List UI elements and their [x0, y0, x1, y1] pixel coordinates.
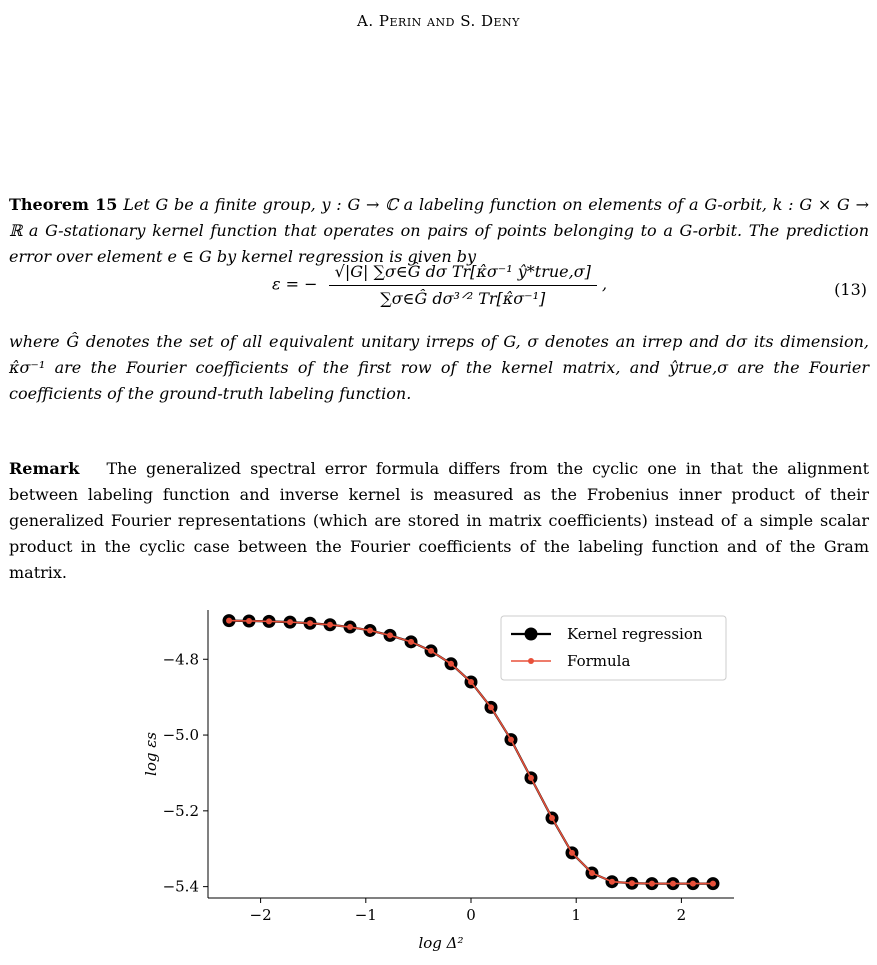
- formula-point: [488, 704, 494, 710]
- equation-13: [0, 262, 877, 322]
- formula-point: [528, 775, 534, 781]
- formula-point: [589, 870, 595, 876]
- x-tick-label: 0: [466, 906, 476, 924]
- equation-lhs: ε = −: [272, 274, 318, 294]
- formula-point: [609, 879, 615, 885]
- legend-marker: [525, 628, 538, 641]
- formula-point: [649, 881, 655, 887]
- formula-point: [367, 627, 373, 633]
- remark-paragraph: [9, 456, 869, 586]
- equation-number: (13): [834, 280, 867, 299]
- formula-point: [246, 618, 252, 624]
- where-paragraph: where Ĝ denotes the set of all equivalent unitary irreps of G, σ denotes an irrep and dσ its dimension, κ̂σ⁻¹ are the Fourier coefficients of the first row of the kernel matrix, and ŷtrue,σ are the Fourier coefficients of the ground-truth labeling function.: [9, 332, 869, 403]
- y-tick-label: −5.0: [162, 726, 199, 745]
- formula-point: [266, 618, 272, 624]
- chart-legend: [501, 616, 726, 680]
- theorem-text: Let G be a finite group, y : G → ℂ a labeling function on elements of a G-orbit, k : G × G → ℝ a G-stationary kernel function that operates on pairs of points belonging to a G-orbit. The prediction error over element e ∈ G by kernel regression is given by: [9, 195, 869, 266]
- formula-point: [690, 881, 696, 887]
- legend-marker: [528, 658, 534, 664]
- formula-point: [629, 880, 635, 886]
- theorem-label: Theorem 15: [9, 195, 118, 214]
- y-tick-label: −4.8: [162, 650, 199, 669]
- legend-label: Formula: [567, 652, 631, 670]
- legend-label: Kernel regression: [567, 625, 703, 643]
- equation-trail: ,: [601, 274, 608, 294]
- header-authors: A. Perin and S. Deny: [357, 12, 520, 30]
- formula-point: [408, 639, 414, 645]
- remark-text: The generalized spectral error formula differs from the cyclic one in that the alignment between labeling function and inverse kernel is measured as the Frobenius inner product of their generalized Fourier representations (which are stored in matrix coefficients) instead of a simple scalar product in the cyclic case between the Fourier coefficients of the labeling function and of the Gram matrix.: [9, 459, 869, 582]
- formula-point: [549, 815, 555, 821]
- formula-point: [569, 850, 575, 856]
- formula-point: [670, 881, 676, 887]
- formula-point: [226, 618, 232, 624]
- y-axis-label: log εs: [142, 732, 160, 776]
- formula-point: [347, 624, 353, 630]
- formula-point: [307, 620, 313, 626]
- formula-point: [428, 648, 434, 654]
- running-header: [0, 12, 877, 30]
- equation-denominator: ∑σ∈Ĝ dσ³ᐟ² Tr[κ̂σ⁻¹]: [380, 289, 546, 308]
- y-tick-label: −5.2: [162, 801, 199, 820]
- formula-point: [387, 632, 393, 638]
- x-tick-label: 1: [571, 906, 581, 924]
- formula-point: [508, 737, 514, 743]
- equation-body: [272, 262, 607, 308]
- formula-point: [287, 619, 293, 625]
- formula-point: [327, 622, 333, 628]
- remark-label: Remark: [9, 459, 80, 478]
- theorem-15: [9, 192, 869, 270]
- x-tick-label: 2: [676, 906, 687, 924]
- formula-point: [448, 661, 454, 667]
- error-chart: [140, 600, 750, 960]
- equation-numerator: √|G| ∑σ∈Ĝ dσ Tr[κ̂σ⁻¹ ŷ*true,σ]: [329, 262, 597, 286]
- formula-point: [710, 881, 716, 887]
- formula-point: [468, 679, 474, 685]
- x-axis-label: log Δ²: [418, 934, 464, 952]
- x-tick-label: −2: [249, 906, 272, 924]
- x-tick-label: −1: [354, 906, 377, 924]
- equation-fraction: [329, 262, 597, 308]
- y-tick-label: −5.4: [162, 877, 199, 896]
